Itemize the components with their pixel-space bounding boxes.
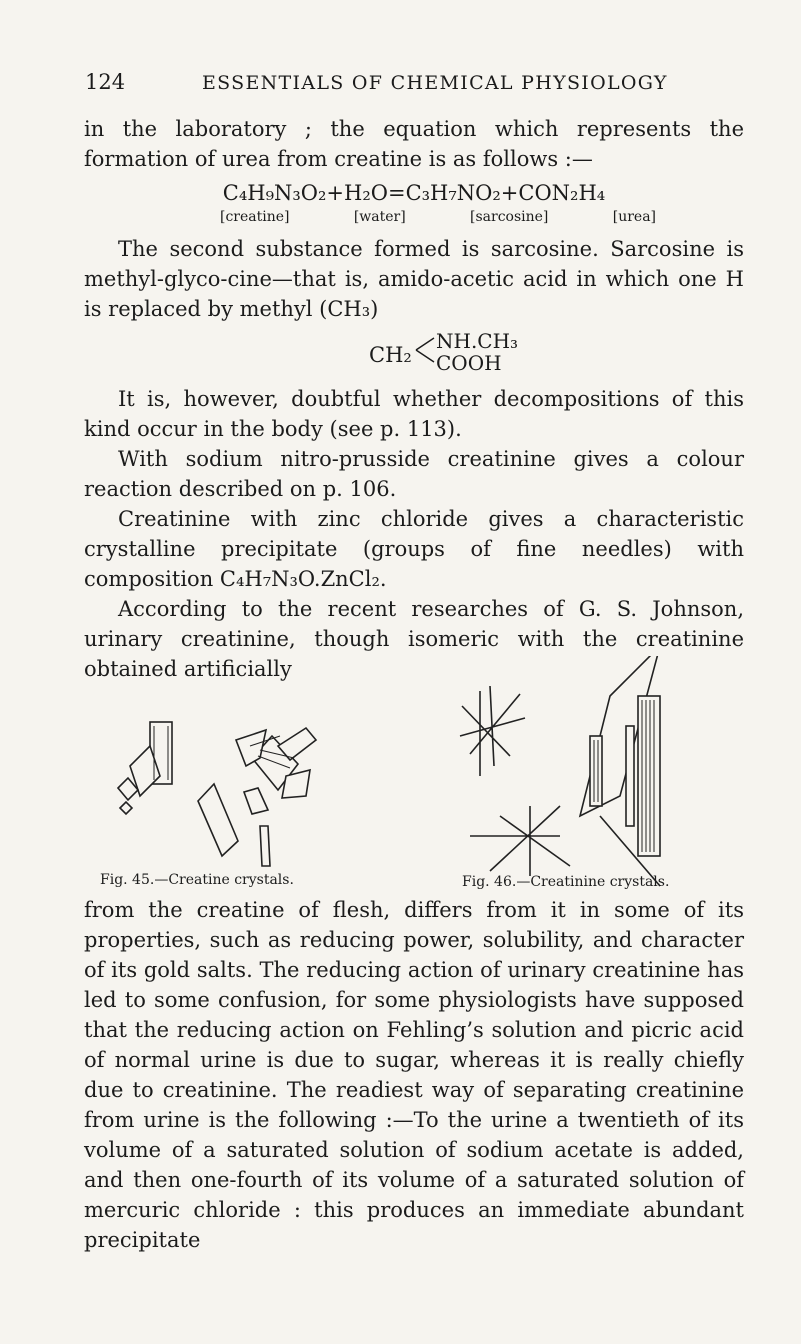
creatinine-crystals-illustration — [450, 656, 710, 896]
formula-prefix: CH₂ — [369, 343, 412, 367]
label-creatine: [creatine] — [220, 209, 290, 225]
paragraph-5: Creatinine with zinc chloride gives a characteristic crystalline precipitate (groups of fine needles) with composition C₄H₇N₃O.ZnCl₂. — [84, 507, 744, 591]
creatine-crystals-illustration — [110, 706, 330, 876]
paragraph-3: It is, however, doubtful whether decompositions of this kind occur in the body (see p. 113). — [84, 387, 744, 441]
figure-area — [100, 676, 740, 890]
sarcosine-structural-formula — [84, 326, 744, 376]
paragraph-6: According to the recent researches of G. S. Johnson, urinary creatinine, though isomeric with the creatinine obtained artificially — [84, 597, 744, 681]
equation-labels — [220, 208, 656, 226]
page-header — [60, 70, 750, 100]
upper-text-block — [84, 114, 744, 684]
formula-upper-group: NH.CH₃ — [436, 329, 519, 353]
page-number: 124 — [85, 70, 126, 94]
formula-bond-lines — [414, 332, 438, 368]
urea-formation-equation: C₄H₉N₃O₂+H₂O=C₃H₇NO₂+CON₂H₄ — [222, 181, 606, 205]
label-water: [water] — [353, 209, 406, 225]
paragraph-7: from the creatine of flesh, differs from it in some of its properties, such as reducing power, solubility, and character of its gold salts. The reducing action of urinary creatinine has led to some confusion, for some physiologists have supposed that the reducing action on Fehling’s solution and picric acid of normal urine is due to sugar, whereas it is really chiefly due to creatinine. The readiest way of separating creatinine from urine is the following :—To the urine a twentieth of its volume of a saturated solution of sodium acetate is added, and then one-fourth of its volume of a saturated solution of mercuric chloride : this produces an immediate abundant precipitate — [84, 898, 744, 1252]
figure-46-caption: Fig. 46.—Creatinine crystals. — [462, 874, 670, 890]
formula-lower-group: COOH — [436, 351, 502, 375]
label-sarcosine: [sarcosine] — [470, 209, 549, 225]
figure-45-caption: Fig. 45.—Creatine crystals. — [100, 872, 294, 888]
paragraph-2: The second substance formed is sarcosine. Sarcosine is methyl-glyco-cine—that is, amido-acetic acid in which one H is replaced by methyl (CH₃) — [84, 237, 744, 321]
lower-text-block — [84, 895, 744, 1255]
label-urea: [urea] — [612, 209, 656, 225]
paragraph-1: in the laboratory ; the equation which represents the formation of urea from creatine is as follows :— — [84, 117, 744, 171]
paragraph-4: With sodium nitro-prusside creatinine gives a colour reaction described on p. 106. — [84, 447, 744, 501]
running-title: ESSENTIALS OF CHEMICAL PHYSIOLOGY — [202, 72, 668, 94]
